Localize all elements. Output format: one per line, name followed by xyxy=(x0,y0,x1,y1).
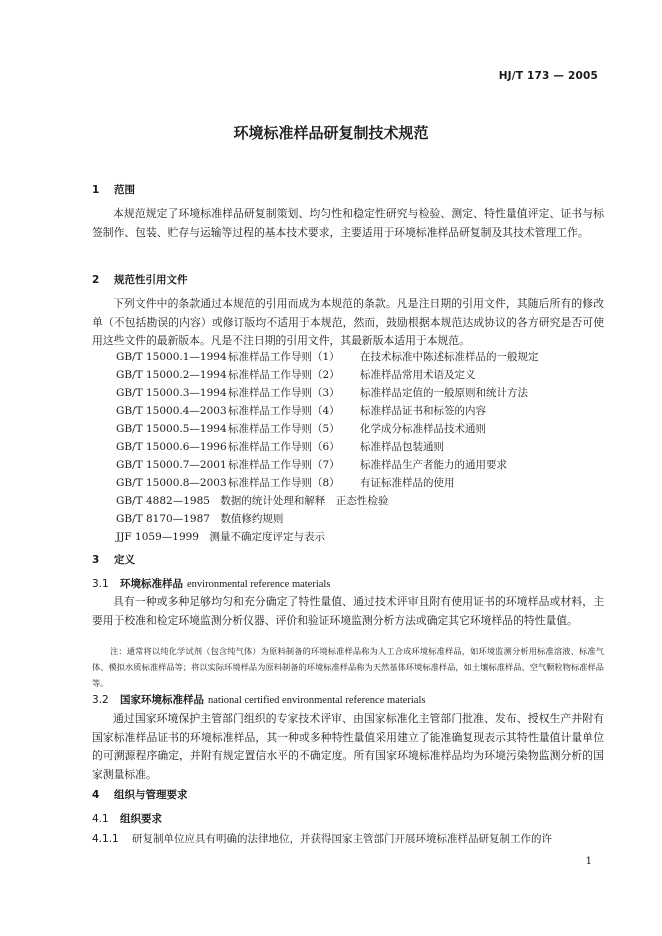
reference-item xyxy=(116,385,528,402)
section-4-heading xyxy=(92,787,188,802)
section-title: 定义 xyxy=(114,554,135,566)
subsection-number: 4.1 xyxy=(92,813,109,825)
standard-code: HJ/T 173 — 2005 xyxy=(498,70,598,82)
ref-code: GB/T 15000.2—1994 xyxy=(116,369,227,381)
reference-item: JJF 1059—1999 测量不确定度评定与表示 xyxy=(116,531,325,543)
section-1-heading xyxy=(92,182,135,197)
ref-code: GB/T 15000.5—1994 xyxy=(116,423,227,435)
section-2-paragraph: 下列文件中的条款通过本规范的引用而成为本规范的条款。凡是注日期的引用文件，其随后所有的修改单（不包括勘误的内容）或修订版均不适用于本规范，然而，鼓励根据本规范达成协议的各方研究是否可使用这些文件的最新版本。凡是不注日期的引用文件，其最新版本适用于本规范。 xyxy=(92,297,604,347)
ref-guide: 标准样品工作导则（2） xyxy=(228,369,340,381)
page-number: 1 xyxy=(585,856,592,867)
subsection-title: 环境标准样品 xyxy=(120,578,183,590)
ref-title: 在技术标准中陈述标准样品的一般规定 xyxy=(360,351,539,363)
subsection-title: 国家环境标准样品 xyxy=(120,694,204,706)
ref-title: 标准样品常用术语及定义 xyxy=(360,369,476,381)
ref-code: GB/T 15000.8—2003 xyxy=(116,477,227,489)
ref-guide: 标准样品工作导则（3） xyxy=(228,387,340,399)
reference-item xyxy=(116,457,507,474)
reference-item xyxy=(116,367,476,384)
section-title: 范围 xyxy=(114,184,135,196)
ref-guide: 标准样品工作导则（8） xyxy=(228,477,340,489)
subsection-4-1-heading xyxy=(92,811,162,826)
ref-code: GB/T 15000.7—2001 xyxy=(116,459,227,471)
section-1-paragraph: 本规范规定了环境标准样品研复制策划、均匀性和稳定性研究与检验、测定、特性量值评定、证书与标签制作、包装、贮存与运输等过程的基本技术要求，主要适用于环境标准样品研复制及其技术管理工作。 xyxy=(92,207,604,239)
section-title: 规范性引用文件 xyxy=(114,274,188,286)
ref-guide: 标准样品工作导则（5） xyxy=(228,423,340,435)
reference-item: GB/T 4882—1985 数据的统计处理和解释 正态性检验 xyxy=(116,495,389,507)
ref-code: GB/T 15000.3—1994 xyxy=(116,387,227,399)
ref-title: 化学成分标准样品技术通则 xyxy=(360,423,486,435)
ref-title: 标准样品生产者能力的通用要求 xyxy=(360,459,507,471)
section-title: 组织与管理要求 xyxy=(114,789,188,801)
section-3-heading xyxy=(92,552,135,567)
section-number: 3 xyxy=(92,554,100,566)
reference-item xyxy=(116,403,486,420)
ref-guide: 标准样品工作导则（4） xyxy=(228,405,340,417)
subsection-english-title: national certified environmental reference materials xyxy=(208,695,426,706)
subsection-3-1-heading xyxy=(92,576,330,591)
ref-guide: 标准样品工作导则（1） xyxy=(228,351,340,363)
section-number: 4 xyxy=(92,789,100,801)
reference-item xyxy=(116,439,444,456)
subsection-3-2-paragraph: 通过国家环境保护主管部门组织的专家技术评审、由国家标准化主管部门批准、发布、授权生产并附有国家标准样品证书的环境标准样品，其一种或多种特性量值采用建立了能准确复现表示其特性量值计量单位的可溯源程序确定，并附有规定置信水平的不确定度。所有国家环境标准样品均为环境污染物监测分析的国家测量标准。 xyxy=(92,712,604,781)
subsection-english-title: environmental reference materials xyxy=(187,579,331,590)
ref-code: GB/T 15000.4—2003 xyxy=(116,405,227,417)
section-2-heading xyxy=(92,272,188,287)
reference-item xyxy=(116,475,455,492)
clause-text: 研复制单位应具有明确的法律地位，并获得国家主管部门开展环境标准样品研复制工作的许 xyxy=(132,833,552,845)
subsection-number: 3.1 xyxy=(92,578,109,590)
reference-item xyxy=(116,349,539,366)
ref-title: 有证标准样品的使用 xyxy=(360,477,455,489)
subsection-number: 3.2 xyxy=(92,694,109,706)
ref-title: 标准样品定值的一般原则和统计方法 xyxy=(360,387,528,399)
ref-code: GB/T 15000.1—1994 xyxy=(116,351,227,363)
ref-title: 标准样品包装通则 xyxy=(360,441,444,453)
subsection-title: 组织要求 xyxy=(120,813,162,825)
section-number: 1 xyxy=(92,184,100,196)
section-number: 2 xyxy=(92,274,100,286)
reference-item: GB/T 8170—1987 数值修约规则 xyxy=(116,513,284,525)
subsection-3-1-paragraph: 具有一种或多种足够均匀和充分确定了特性量值、通过技术评审且附有使用证书的环境样品或材料，主要用于校准和检定环境监测分析仪器、评价和验证环境监测分析方法或确定其它环境样品的特性量值。 xyxy=(92,595,604,627)
reference-item xyxy=(116,421,486,438)
subsection-3-2-heading xyxy=(92,692,425,707)
clause-4-1-1 xyxy=(92,831,552,846)
ref-title: 标准样品证书和标签的内容 xyxy=(360,405,486,417)
ref-code: GB/T 15000.6—1996 xyxy=(116,441,227,453)
clause-number: 4.1.1 xyxy=(92,833,119,845)
ref-guide: 标准样品工作导则（6） xyxy=(228,441,340,453)
definition-note: 注：通常将以纯化学试剂（包含纯气体）为原料制备的环境标准样品称为人工合成环境标准样品，如环境监测分析用标准溶液、标准气体、模拟水质标准样品等；将以实际环境样品为原料制备的环境标准样品称为天然基体环境标准样品，如土壤标准样品、空气颗粒物标准样品等。 xyxy=(92,646,604,688)
document-title: 环境标准样品研复制技术规范 xyxy=(233,124,429,142)
ref-guide: 标准样品工作导则（7） xyxy=(228,459,340,471)
